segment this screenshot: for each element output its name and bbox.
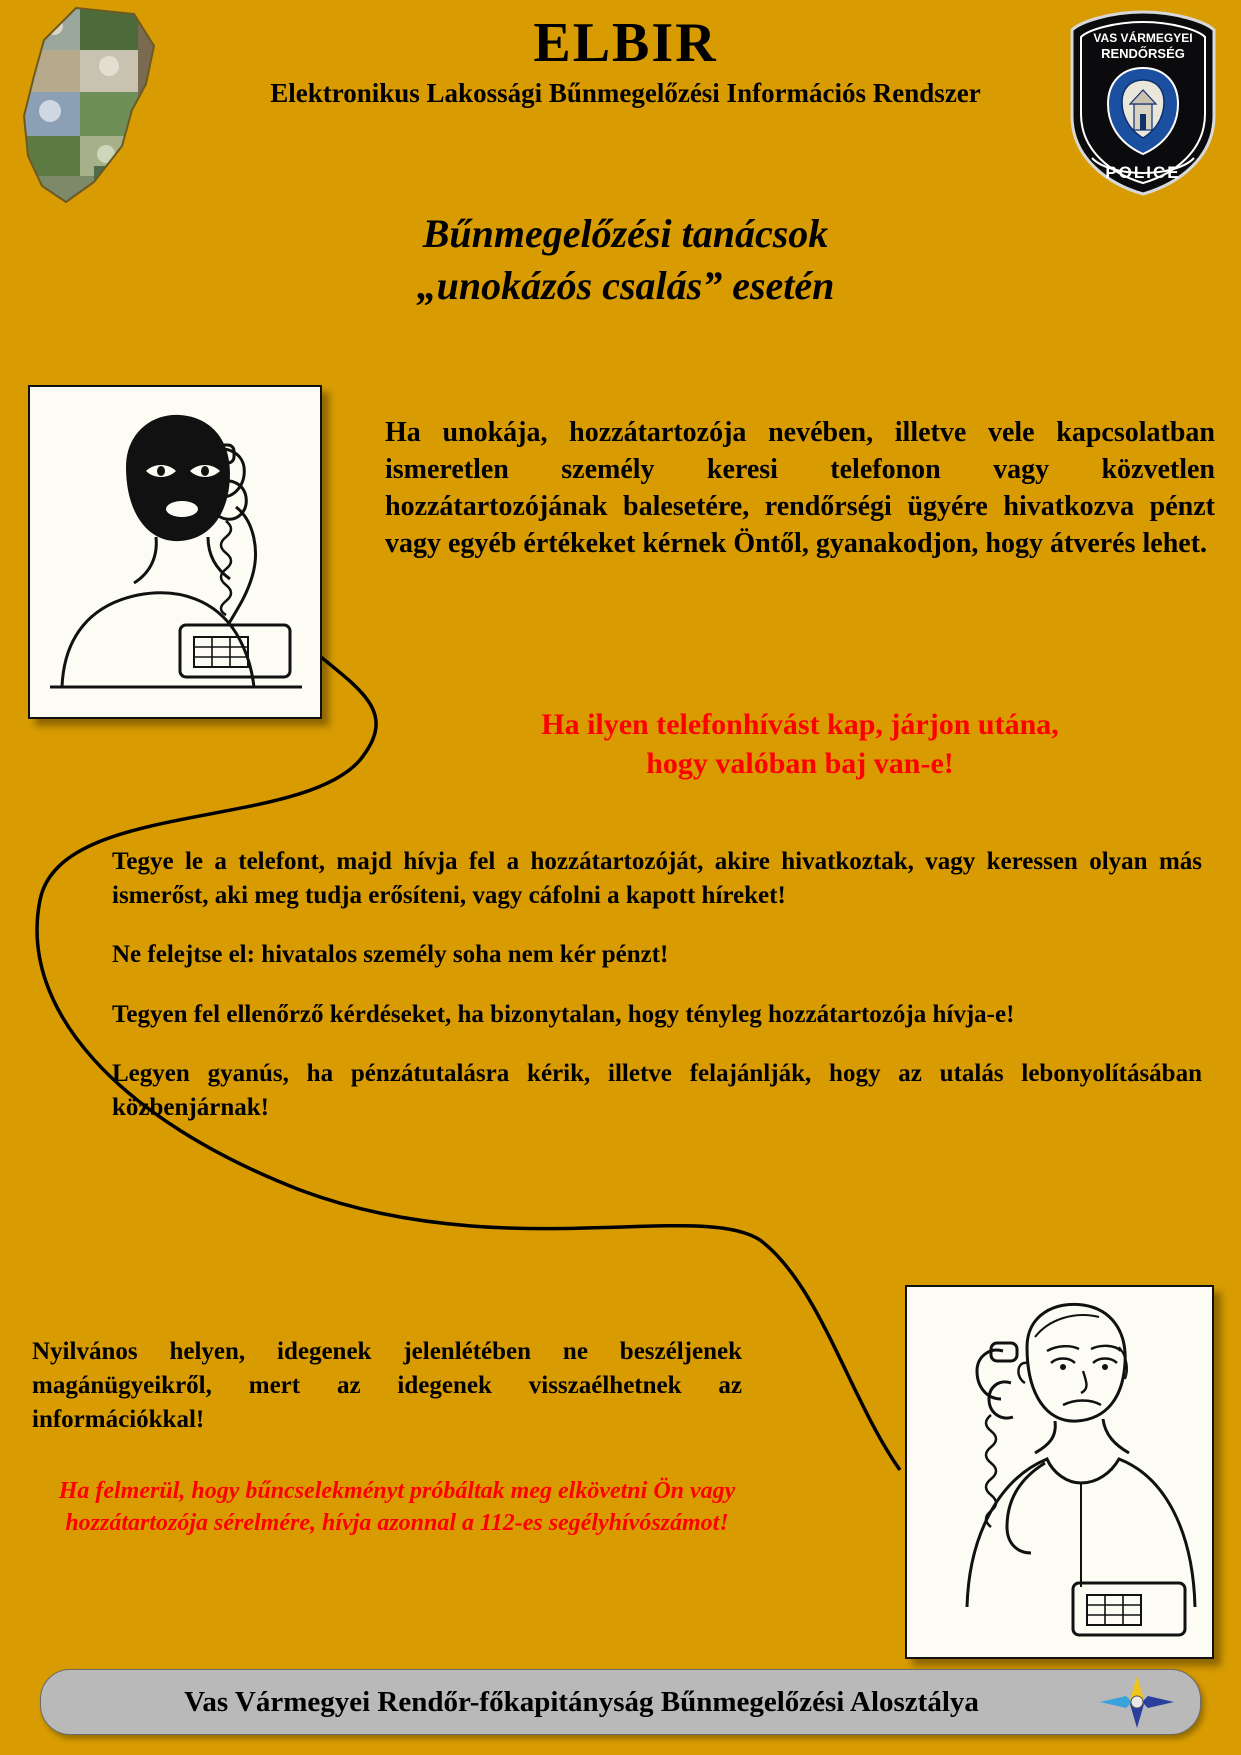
advice-item: Legyen gyanús, ha pénzátutalásra kérik, illetve felajánlják, hogy az utalás lebonyolításában közbenjárnak!	[112, 1060, 1202, 1121]
brand-title: ELBIR	[533, 12, 718, 74]
svg-text:VAS VÁRMEGYEI: VAS VÁRMEGYEI	[1093, 31, 1193, 45]
elderly-caller-illustration	[905, 1285, 1214, 1659]
advice-item: Tegyen fel ellenőrző kérdéseket, ha bizonytalan, hogy tényleg hozzátartozója hívja-e!	[112, 1000, 1015, 1028]
svg-text:POLICE: POLICE	[1105, 163, 1181, 182]
advice-list	[112, 845, 1202, 1150]
red-call-line2: hogy valóban baj van-e!	[646, 747, 954, 780]
title-block	[195, 14, 1056, 111]
masked-caller-illustration	[28, 385, 322, 719]
page-title	[180, 208, 1071, 312]
svg-text:RENDŐRSÉG: RENDŐRSÉG	[1101, 46, 1185, 61]
footer-bar	[40, 1669, 1201, 1735]
intro-paragraph: Ha unokája, hozzátartozója nevében, illetve vele kapcsolatban ismeretlen személy keresi telefonon vagy közvetlen hozzátartozójának balesetére, rendőrségi ügyére hivatkozva pénzt vagy egyéb értékeket kérnek Öntől, gyanakodjon, hogy átverés lehet.	[385, 417, 1215, 559]
page-title-line2: „unokázós csalás” esetén	[416, 263, 835, 308]
vas-county-collage-icon	[14, 6, 169, 206]
brand-subtitle: Elektronikus Lakossági Bűnmegelőzési Információs Rendszer	[270, 77, 981, 108]
page-title-line1: Bűnmegelőzési tanácsok	[422, 211, 829, 256]
emergency-note: Ha felmerül, hogy bűncselekményt próbáltak meg elkövetni Ön vagy hozzátartozója sérelmére, hívja azonnal a 112-es segélyhívószámot!	[58, 1478, 736, 1537]
advice-item: Ne felejtse el: hivatalos személy soha nem kér pénzt!	[112, 941, 669, 968]
footer-text: Vas Vármegyei Rendőr-főkapitányság Bűnmegelőzési Alosztálya	[184, 1685, 979, 1718]
poster-header	[0, 0, 1241, 210]
red-call-to-action	[385, 705, 1215, 783]
police-badge-icon	[1066, 8, 1221, 198]
public-warning-paragraph: Nyilvános helyen, idegenek jelenlétében ne beszéljenek magánügyeikről, mert az idegenek visszaélhetnek az információkkal!	[32, 1338, 742, 1433]
red-call-line1: Ha ilyen telefonhívást kap, járjon utána,	[541, 708, 1059, 741]
advice-item: Tegye le a telefont, majd hívja fel a hozzátartozóját, akire hivatkoztak, vagy keressen olyan más ismerőst, aki meg tudja erősíteni, vagy cáfolni a kapott híreket!	[112, 848, 1202, 909]
police-star-logo-icon	[1092, 1672, 1182, 1732]
